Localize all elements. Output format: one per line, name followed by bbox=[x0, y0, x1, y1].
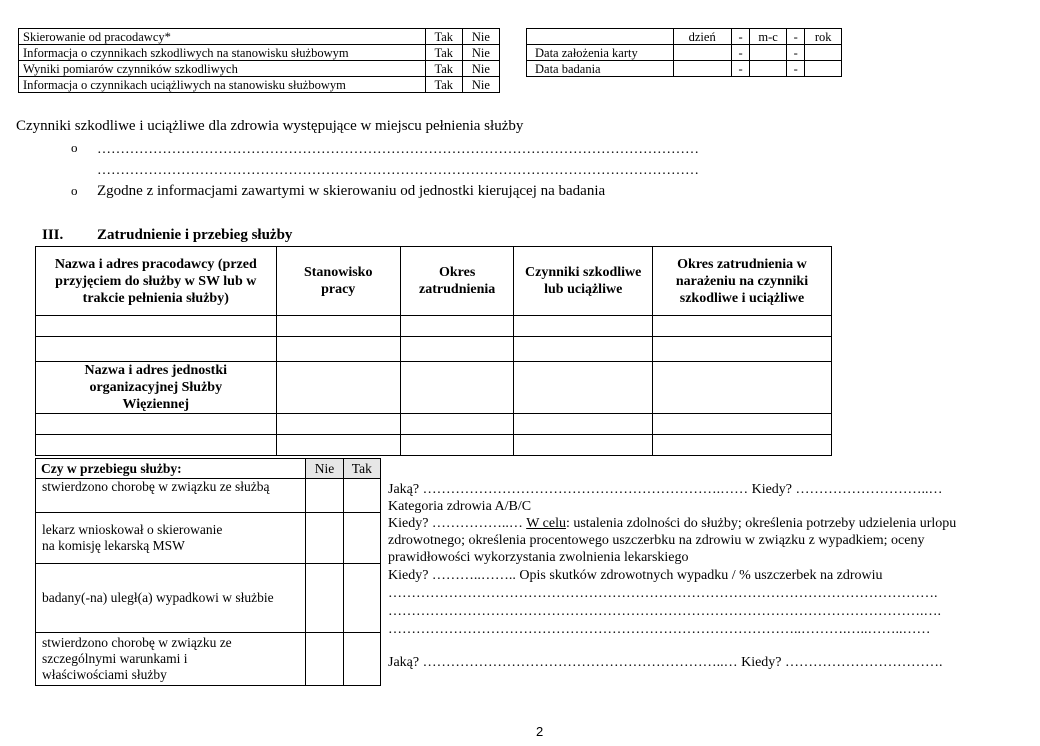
referral-table bbox=[18, 28, 500, 93]
table-header-row bbox=[36, 459, 381, 479]
table-cell[interactable] bbox=[514, 362, 653, 414]
table-row bbox=[19, 29, 500, 45]
no-checkbox[interactable] bbox=[306, 633, 343, 686]
table-row bbox=[36, 435, 832, 456]
table-row bbox=[36, 316, 832, 337]
option-text: Zgodne z informacjami zawartymi w skierowaniu od jednostki kierującej na badania bbox=[97, 183, 606, 199]
health-category: Kategoria zdrowia A/B/C bbox=[388, 499, 532, 514]
table-cell[interactable] bbox=[36, 435, 277, 456]
commission-note[interactable] bbox=[388, 515, 956, 532]
no-option[interactable]: Nie bbox=[462, 77, 499, 93]
table-row bbox=[19, 61, 500, 77]
table-cell[interactable] bbox=[400, 362, 514, 414]
bullet-icon[interactable]: o bbox=[71, 140, 78, 155]
table-row bbox=[36, 564, 381, 633]
yes-option[interactable]: Tak bbox=[425, 77, 462, 93]
table-cell[interactable] bbox=[400, 316, 514, 337]
table-cell[interactable] bbox=[514, 316, 653, 337]
service-question: lekarz wnioskował o skierowanie na komisję lekarską MSW bbox=[36, 513, 306, 564]
referral-label: Skierowanie od pracodawcy* bbox=[19, 29, 426, 45]
position-column-header: Stanowisko pracy bbox=[276, 247, 400, 316]
disease-note[interactable]: Jaką? ……………………………………………………….…… Kiedy? ………………………..… bbox=[388, 482, 943, 497]
harmful-factors-heading: Czynniki szkodliwe i uciążliwe dla zdrowia występujące w miejscu pełnienia służby bbox=[16, 118, 524, 134]
year-field[interactable] bbox=[805, 61, 842, 77]
dots-line[interactable]: ………………………………………………………………………………………………………. bbox=[388, 586, 938, 601]
service-question: stwierdzono chorobę w związku ze szczególnymi warunkami i właściwościami służby bbox=[36, 633, 306, 686]
day-header: dzień bbox=[673, 29, 731, 45]
no-checkbox[interactable] bbox=[306, 479, 343, 513]
table-row bbox=[36, 337, 832, 362]
commission-note-line: prawidłowości wykorzystania zwolnienia lekarskiego bbox=[388, 550, 689, 565]
table-cell[interactable] bbox=[400, 435, 514, 456]
month-field[interactable] bbox=[750, 45, 786, 61]
section-number: III. bbox=[42, 227, 64, 243]
commission-purpose: : ustalenia zdolności do służby; określenia potrzeby udzielenia urlopu bbox=[565, 516, 957, 531]
dash-separator: - bbox=[786, 45, 805, 61]
no-checkbox[interactable] bbox=[306, 564, 343, 633]
dots-line[interactable]: ……………………………………………………………………………..……….…..……..…… bbox=[388, 622, 931, 637]
table-cell[interactable] bbox=[652, 337, 831, 362]
special-disease-note[interactable]: Jaką? ………………………………………………………..… Kiedy? ……………………………. bbox=[388, 655, 943, 670]
table-row bbox=[36, 414, 832, 435]
referral-label: Informacja o czynnikach uciążliwych na stanowisku służbowym bbox=[19, 77, 426, 93]
dash-separator: - bbox=[786, 61, 805, 77]
no-option[interactable]: Nie bbox=[462, 61, 499, 77]
yes-checkbox[interactable] bbox=[343, 633, 380, 686]
employment-table bbox=[35, 246, 832, 456]
yes-option[interactable]: Tak bbox=[425, 45, 462, 61]
date-table bbox=[526, 28, 842, 77]
table-cell[interactable] bbox=[514, 337, 653, 362]
table-row bbox=[36, 479, 381, 513]
section-title: Zatrudnienie i przebieg służby bbox=[97, 227, 293, 243]
table-cell[interactable] bbox=[514, 435, 653, 456]
referral-label: Wyniki pomiarów czynników szkodliwych bbox=[19, 61, 426, 77]
table-row bbox=[527, 29, 842, 45]
period-column-header: Okres zatrudnienia bbox=[400, 247, 514, 316]
yes-checkbox[interactable] bbox=[343, 479, 380, 513]
year-field[interactable] bbox=[805, 45, 842, 61]
table-row bbox=[19, 45, 500, 61]
yes-option[interactable]: Tak bbox=[425, 61, 462, 77]
table-cell[interactable] bbox=[36, 337, 277, 362]
exposure-column-header: Okres zatrudnienia w narażeniu na czynniki szkodliwe i uciążliwe bbox=[652, 247, 831, 316]
commission-note-line: zdrowotnego; określenia procentowego uszczerbku na zdrowiu w związku z wypadkiem; oceny bbox=[388, 533, 925, 548]
table-row bbox=[36, 513, 381, 564]
service-table-header: Czy w przebiegu służby: bbox=[36, 459, 306, 479]
accident-note[interactable]: Kiedy? ………..…….. Opis skutków zdrowotnych wypadku / % uszczerbek na zdrowiu bbox=[388, 568, 883, 583]
table-header-row bbox=[36, 247, 832, 316]
employer-column-header: Nazwa i adres pracodawcy (przed przyjęciem do służby w SW lub w trakcie pełnienia służby) bbox=[36, 247, 277, 316]
service-question: stwierdzono chorobę w związku ze służbą bbox=[36, 479, 306, 513]
month-field[interactable] bbox=[750, 61, 786, 77]
no-option[interactable]: Nie bbox=[462, 29, 499, 45]
table-cell[interactable] bbox=[276, 337, 400, 362]
table-cell[interactable] bbox=[652, 414, 831, 435]
table-cell[interactable] bbox=[276, 435, 400, 456]
table-cell[interactable] bbox=[276, 362, 400, 414]
table-row bbox=[36, 633, 381, 686]
page-number: 2 bbox=[536, 724, 544, 739]
card-date-label: Data założenia karty bbox=[527, 45, 674, 61]
dash-separator: - bbox=[731, 45, 750, 61]
prison-unit-subheader: Nazwa i adres jednostki organizacyjnej Służby Więziennej bbox=[36, 362, 277, 414]
service-course-table bbox=[35, 458, 381, 686]
exam-date-label: Data badania bbox=[527, 61, 674, 77]
yes-column-header: Tak bbox=[343, 459, 380, 479]
table-cell[interactable] bbox=[400, 414, 514, 435]
yes-checkbox[interactable] bbox=[343, 513, 380, 564]
dash-header: - bbox=[786, 29, 805, 45]
yes-option[interactable]: Tak bbox=[425, 29, 462, 45]
table-cell[interactable] bbox=[652, 362, 831, 414]
table-row bbox=[36, 362, 832, 414]
year-header: rok bbox=[805, 29, 842, 45]
month-header: m-c bbox=[750, 29, 786, 45]
service-question: badany(-na) uległ(a) wypadkowi w służbie bbox=[36, 564, 306, 633]
date-label-empty bbox=[527, 29, 674, 45]
no-column-header: Nie bbox=[306, 459, 343, 479]
table-cell[interactable] bbox=[400, 337, 514, 362]
dots-line[interactable]: ………………………………………………………………………………………………………………… bbox=[97, 142, 699, 157]
dots-line[interactable]: …………………………………………………………………………………………………….…. bbox=[388, 604, 941, 619]
day-field[interactable] bbox=[673, 61, 731, 77]
factors-column-header: Czynniki szkodliwe lub uciążliwe bbox=[514, 247, 653, 316]
table-cell[interactable] bbox=[36, 414, 277, 435]
commission-purpose-label: W celu bbox=[526, 516, 566, 531]
referral-label: Informacja o czynnikach szkodliwych na stanowisku służbowym bbox=[19, 45, 426, 61]
dots-line[interactable]: ………………………………………………………………………………………………………………… bbox=[97, 163, 699, 178]
dash-header: - bbox=[731, 29, 750, 45]
table-row bbox=[19, 77, 500, 93]
table-row bbox=[527, 61, 842, 77]
bullet-icon[interactable]: o bbox=[71, 183, 78, 198]
commission-when[interactable]: Kiedy? ……………..… bbox=[388, 516, 527, 531]
table-cell[interactable] bbox=[276, 316, 400, 337]
table-row bbox=[527, 45, 842, 61]
table-cell[interactable] bbox=[276, 414, 400, 435]
table-cell[interactable] bbox=[514, 414, 653, 435]
table-cell[interactable] bbox=[652, 316, 831, 337]
day-field[interactable] bbox=[673, 45, 731, 61]
table-cell[interactable] bbox=[652, 435, 831, 456]
no-option[interactable]: Nie bbox=[462, 45, 499, 61]
table-cell[interactable] bbox=[36, 316, 277, 337]
dash-separator: - bbox=[731, 61, 750, 77]
yes-checkbox[interactable] bbox=[343, 564, 380, 633]
no-checkbox[interactable] bbox=[306, 513, 343, 564]
